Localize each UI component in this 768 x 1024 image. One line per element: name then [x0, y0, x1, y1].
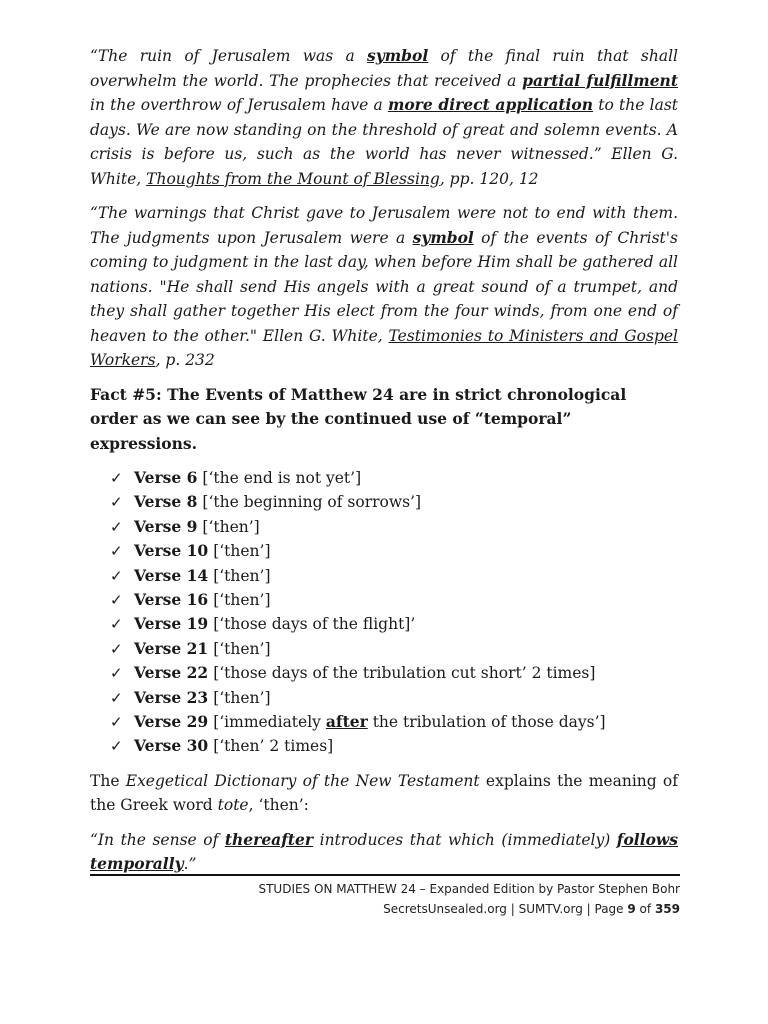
- final-quote-text: “In the sense of: [90, 830, 225, 849]
- emphasis-more-direct-application: more direct application: [387, 95, 594, 114]
- quote-paragraph-1: [90, 44, 678, 191]
- quote-2-text: “The warnings that Christ gave to Jerusalem were not to end with them. The judgments upon Jerusalem were a: [90, 204, 678, 247]
- emphasis-partial-fulfillment: partial fulfillment: [522, 70, 678, 90]
- verse-text: [‘those days of the flight]’: [213, 615, 416, 634]
- page-footer: [90, 874, 680, 919]
- verse-label: Verse 21: [134, 638, 209, 658]
- list-item: [110, 515, 678, 539]
- checkmark-icon: ✓: [110, 566, 123, 585]
- emphasis-symbol: symbol: [412, 227, 474, 247]
- final-quote: [90, 828, 678, 877]
- verse-label: Verse 8: [134, 492, 198, 512]
- final-quote-text: introduces that which (immediately): [313, 830, 617, 849]
- checkmark-icon: ✓: [110, 664, 123, 683]
- verse-text: [213, 710, 605, 735]
- checkmark-icon: ✓: [110, 712, 123, 731]
- verse-list: [90, 466, 678, 759]
- dictionary-text: , ‘then’:: [248, 796, 309, 815]
- list-item: [110, 710, 678, 734]
- list-item: [110, 539, 678, 563]
- verse-label: Verse 30: [134, 736, 209, 756]
- dictionary-text: explains the meaning of the Greek word: [90, 771, 679, 815]
- page-total: 359: [654, 902, 680, 916]
- verse-text: [‘those days of the tribulation cut short’ 2 times]: [213, 664, 596, 683]
- emphasis-after: after: [325, 711, 368, 731]
- page-number: 9: [627, 902, 636, 916]
- emphasis-thereafter: thereafter: [224, 829, 314, 849]
- quote-1-text: in the overthrow of Jerusalem have a: [90, 96, 388, 114]
- greek-word: tote: [217, 796, 249, 815]
- quote-paragraph-2: [90, 201, 678, 373]
- verse-label: Verse 23: [134, 687, 209, 707]
- dictionary-paragraph: [90, 769, 678, 818]
- citation-source-1: Thoughts from the Mount of Blessing: [146, 169, 440, 188]
- list-item: [110, 588, 678, 612]
- footer-sites: SecretsUnsealed.org | SUMTV.org | Page: [383, 902, 628, 916]
- verse-text: [‘then’ 2 times]: [213, 737, 334, 756]
- verse-text-pre: [‘immediately: [213, 712, 326, 731]
- verse-label: Verse 29: [134, 711, 209, 731]
- verse-label: Verse 6: [134, 468, 198, 487]
- checkmark-icon: ✓: [110, 639, 123, 658]
- list-item: [110, 564, 678, 588]
- verse-text: [‘then’]: [202, 517, 260, 536]
- final-quote-text: .”: [183, 855, 197, 874]
- quote-2-text: of the events of Christ's coming to judgment in the last day, when before Him shall be gathered all nations. "He shall send His angels with a great sound of a trumpet, and they shall gather together His elect from the four winds, from one end of heaven to the other." Ellen G. White,: [90, 228, 678, 345]
- citation-ref-1: , pp. 120, 12: [439, 169, 539, 188]
- checkmark-icon: ✓: [110, 688, 123, 707]
- list-item: [110, 686, 678, 710]
- fact-heading: Fact #5: The Events of Matthew 24 are in strict chronological order as we can see by the continued use of “temporal” expressions.: [90, 384, 627, 453]
- list-item: [110, 490, 678, 514]
- verse-text: [‘then’]: [213, 639, 271, 658]
- verse-text-post: the tribulation of those days’]: [367, 712, 606, 731]
- checkmark-icon: ✓: [110, 542, 123, 561]
- verse-label: Verse 9: [134, 516, 198, 536]
- list-item: [110, 612, 678, 636]
- verse-label: Verse 22: [134, 663, 209, 683]
- verse-label: Verse 14: [134, 565, 209, 585]
- quote-1-text: “The ruin of Jerusalem was a: [90, 47, 368, 65]
- quote-1-text: to the last days. We are now standing on the threshold of great and solemn events. A crisis is before us, such as the world has never witnessed.” Ellen G. White,: [90, 96, 678, 188]
- checkmark-icon: ✓: [110, 493, 123, 512]
- verse-text: [‘then’]: [213, 566, 271, 585]
- emphasis-follows-temporally: follows temporally: [90, 829, 678, 874]
- footer-title: STUDIES ON MATTHEW 24 – Expanded Edition by Pastor Stephen Bohr: [258, 882, 680, 896]
- list-item: [110, 466, 678, 490]
- footer-of: of: [635, 902, 655, 916]
- verse-text: [‘the beginning of sorrows’]: [202, 493, 422, 512]
- verse-text: [‘then’]: [213, 688, 271, 707]
- page-content: [90, 44, 678, 887]
- verse-text: [‘then’]: [213, 542, 271, 561]
- verse-label: Verse 19: [134, 614, 209, 634]
- emphasis-symbol: symbol: [367, 46, 429, 65]
- checkmark-icon: ✓: [110, 737, 123, 756]
- quote-1-text: of the final ruin that shall overwhelm the world. The prophecies that received a: [90, 47, 679, 90]
- checkmark-icon: ✓: [110, 615, 123, 634]
- citation-source-2: Testimonies to Ministers and Gospel Workers: [90, 326, 679, 369]
- checkmark-icon: ✓: [110, 517, 123, 536]
- dictionary-text: The: [90, 771, 126, 790]
- checkmark-icon: ✓: [110, 469, 123, 487]
- verse-text: [‘then’]: [213, 590, 271, 609]
- citation-ref-2: , p. 232: [155, 351, 215, 369]
- verse-label: Verse 10: [134, 541, 209, 561]
- verse-label: Verse 16: [134, 589, 209, 609]
- list-item: [110, 661, 678, 685]
- list-item: [110, 734, 678, 758]
- dictionary-title: Exegetical Dictionary of the New Testament: [125, 771, 480, 790]
- list-item: [110, 637, 678, 661]
- footer-page-info: [90, 899, 680, 919]
- verse-text: [‘the end is not yet’]: [202, 469, 362, 487]
- checkmark-icon: ✓: [110, 590, 123, 609]
